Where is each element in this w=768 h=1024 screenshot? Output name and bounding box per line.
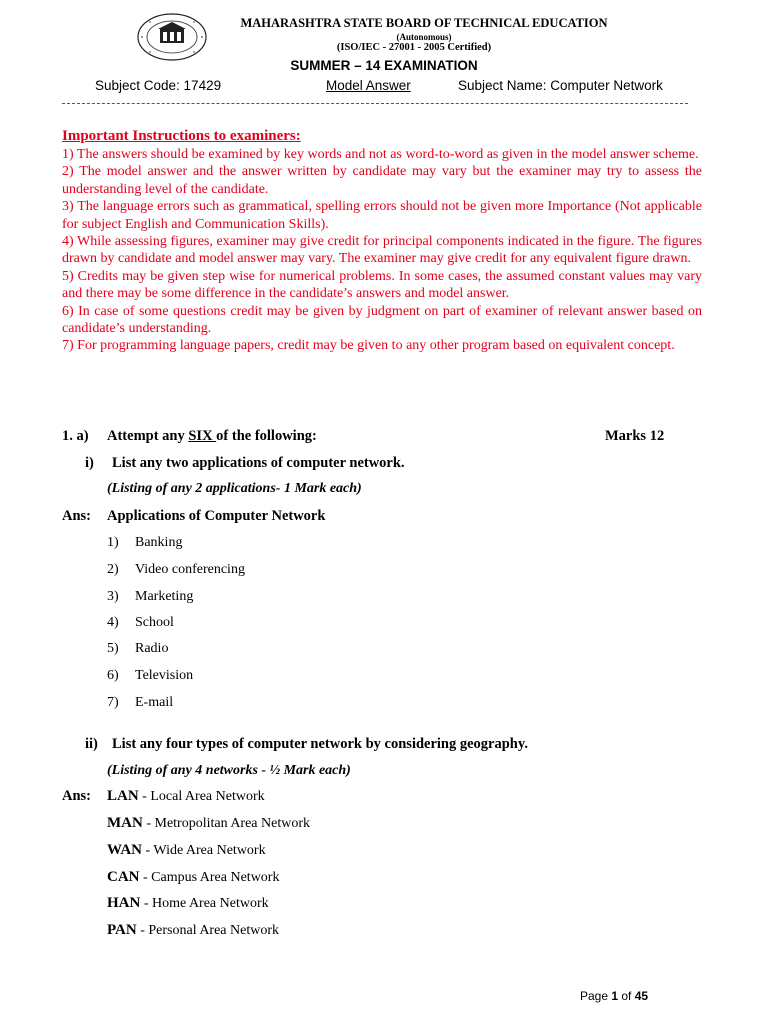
- board-title: MAHARASHTRA STATE BOARD OF TECHNICAL EDUCATION: [240, 16, 608, 30]
- instruction-item: 3) The language errors such as grammatical, spelling errors should not be given more Importance (Not applicable for subject English and Communication Skills).: [62, 199, 702, 232]
- instructions-list: [62, 146, 702, 355]
- question-marks: Marks 12: [605, 428, 665, 444]
- subquestion-text: List any two applications of computer network.: [112, 455, 405, 471]
- network-desc: - Wide Area Network: [142, 843, 266, 858]
- list-item-number: 5): [107, 641, 119, 656]
- list-item-number: 4): [107, 615, 119, 630]
- network-desc: - Personal Area Network: [136, 923, 280, 938]
- answer-label: Ans:: [62, 788, 92, 804]
- answer-heading: Applications of Computer Network: [107, 508, 326, 524]
- page-current: 1: [611, 989, 619, 1003]
- network-item: [107, 922, 279, 939]
- network-abbr: HAN: [107, 895, 141, 911]
- list-item-number: 2): [107, 562, 119, 577]
- instruction-item: 2) The model answer and the answer written by candidate may vary but the examiner may try to assess the understanding level of the candidate.: [62, 164, 702, 197]
- network-item: [107, 788, 265, 805]
- network-item: [107, 869, 279, 886]
- subquestion-number: i): [85, 455, 94, 471]
- network-abbr: CAN: [107, 869, 140, 885]
- page-number: [580, 989, 648, 1003]
- network-desc: - Campus Area Network: [139, 870, 280, 885]
- network-item: [107, 842, 266, 859]
- network-abbr: LAN: [107, 788, 139, 804]
- network-abbr: MAN: [107, 815, 143, 831]
- network-desc: - Home Area Network: [140, 896, 269, 911]
- list-item-number: 3): [107, 589, 119, 604]
- instruction-item: 1) The answers should be examined by key words and not as word-to-word as given in the model answer scheme.: [62, 147, 699, 162]
- answer-label: Ans:: [62, 508, 92, 524]
- network-item: [107, 815, 310, 832]
- page-prefix: Page: [580, 989, 612, 1003]
- network-desc: - Metropolitan Area Network: [142, 816, 311, 831]
- instruction-item: 6) In case of some questions credit may be given by judgment on part of examiner of relevant answer based on candidate’s understanding.: [62, 303, 702, 337]
- marking-note: (Listing of any 4 networks - ½ Mark each): [107, 763, 351, 778]
- question-text-pre: Attempt any: [107, 428, 189, 444]
- header-divider: [62, 103, 688, 104]
- instruction-item: 4) While assessing figures, examiner may give credit for principal components indicated in the figure. The figures drawn by candidate and model answer may vary. The examiner may give credit for any equivalent figure drawn.: [62, 234, 702, 267]
- list-item: School: [135, 615, 174, 630]
- list-item: E-mail: [135, 695, 174, 710]
- question-number: 1. a): [62, 428, 89, 444]
- network-abbr: PAN: [107, 922, 137, 938]
- question-text: [107, 428, 317, 445]
- subject-name: Subject Name: Computer Network: [458, 78, 663, 93]
- iso-certification: (ISO/IEC - 27001 - 2005 Certified): [336, 42, 492, 53]
- instruction-item: 7) For programming language papers, credit may be given to any other program based on equivalent concept.: [62, 338, 675, 354]
- page-of: of: [618, 989, 635, 1003]
- page-total: 45: [634, 989, 649, 1003]
- autonomous-label: (Autonomous): [396, 32, 452, 42]
- instructions-heading: Important Instructions to examiners:: [62, 128, 301, 144]
- subquestion-number: ii): [85, 736, 98, 752]
- exam-title: SUMMER – 14 EXAMINATION: [290, 58, 478, 73]
- marking-note: (Listing of any 2 applications- 1 Mark each): [107, 481, 362, 496]
- list-item-number: 1): [107, 535, 119, 550]
- subject-code: Subject Code: 17429: [95, 78, 222, 93]
- network-item: [107, 895, 269, 912]
- subquestion-text: List any four types of computer network by considering geography.: [112, 736, 528, 752]
- question-six-emphasis: SIX: [188, 428, 217, 444]
- model-answer-label: Model Answer: [326, 78, 411, 93]
- list-item: Video conferencing: [135, 562, 245, 577]
- examiner-instructions: [62, 127, 702, 355]
- network-abbr: WAN: [107, 842, 143, 858]
- network-desc: - Local Area Network: [138, 789, 265, 804]
- instruction-item: 5) Credits may be given step wise for numerical problems. In some cases, the assumed constant values may vary and there may be some difference in the candidate’s answers and model answer.: [62, 268, 702, 302]
- list-item: Marketing: [135, 589, 194, 604]
- list-item-number: 7): [107, 695, 119, 710]
- list-item: Banking: [135, 535, 183, 550]
- list-item: Radio: [135, 641, 169, 656]
- list-item: Television: [135, 668, 194, 683]
- list-item-number: 6): [107, 668, 119, 683]
- question-text-post: of the following:: [216, 428, 317, 444]
